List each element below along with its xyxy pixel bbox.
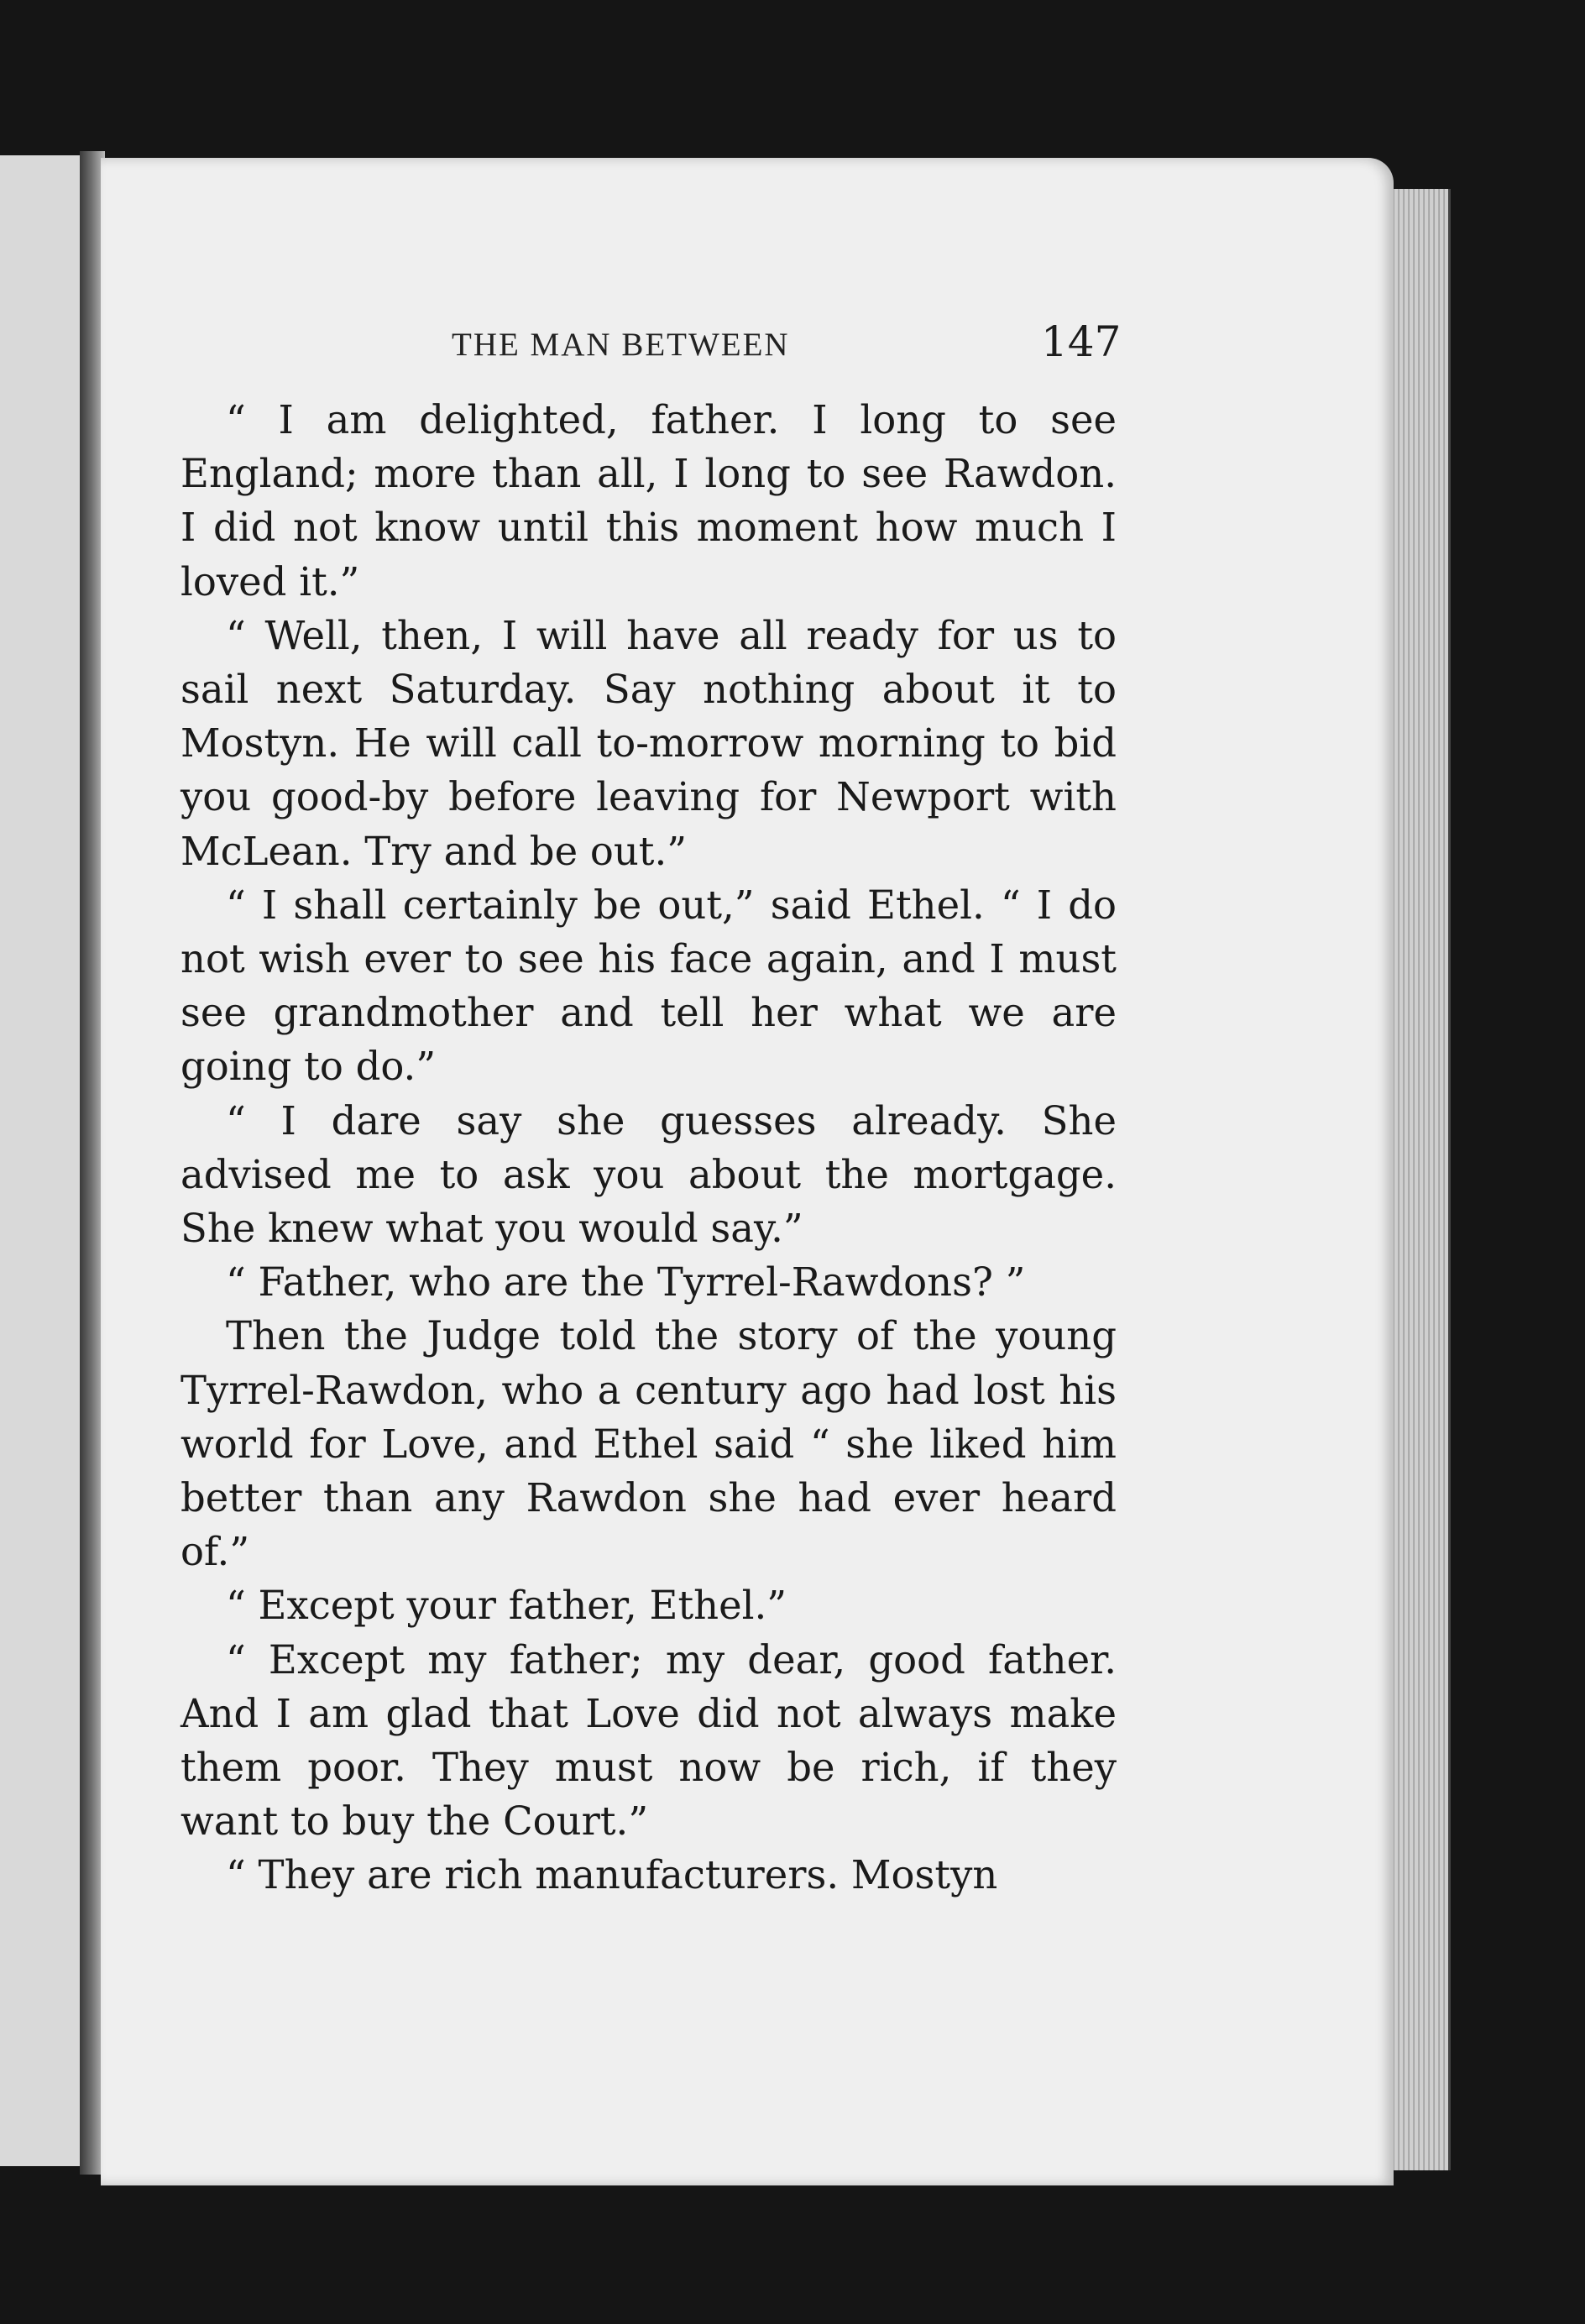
running-head <box>101 317 1394 376</box>
paragraph: “ I am delighted, father. I long to see England; more than all, I long to see Rawdon. I did not know until this moment how much I loved it.” <box>180 397 1117 605</box>
running-head-title: THE MAN BETWEEN <box>452 327 790 363</box>
paragraph: “ Well, then, I will have all ready for us to sail next Saturday. Say nothing about it to Mostyn. He will call to-morrow morning to bid you good-by before leaving for Newport with McLean. Try and be out.” <box>180 612 1117 874</box>
paragraph: “ Except my father; my dear, good father. And I am glad that Love did not always make them poor. They must now be rich, if they want to buy the Court.” <box>180 1636 1117 1845</box>
page-number: 147 <box>1041 317 1122 366</box>
paragraph: “ Father, who are the Tyrrel-Rawdons? ” <box>226 1259 1026 1306</box>
book-page <box>101 158 1394 2185</box>
body-text <box>180 393 1117 1903</box>
left-page-edge <box>0 155 82 2166</box>
paragraph: “ Except your father, Ethel.” <box>226 1583 787 1629</box>
paragraph: “ They are rich manufacturers. Mostyn <box>226 1852 998 1898</box>
paragraph: “ I shall certainly be out,” said Ethel. “ I do not wish ever to see his face again, and I must see grandmother and tell her what we are going to do.” <box>180 882 1117 1090</box>
paragraph: “ I dare say she guesses already. She advised me to ask you about the mortgage. She knew what you would say.” <box>180 1097 1117 1252</box>
paragraph: Then the Judge told the story of the young Tyrrel-Rawdon, who a century ago had lost his world for Love, and Ethel said “ she liked him better than any Rawdon she had ever heard of.” <box>180 1313 1117 1575</box>
